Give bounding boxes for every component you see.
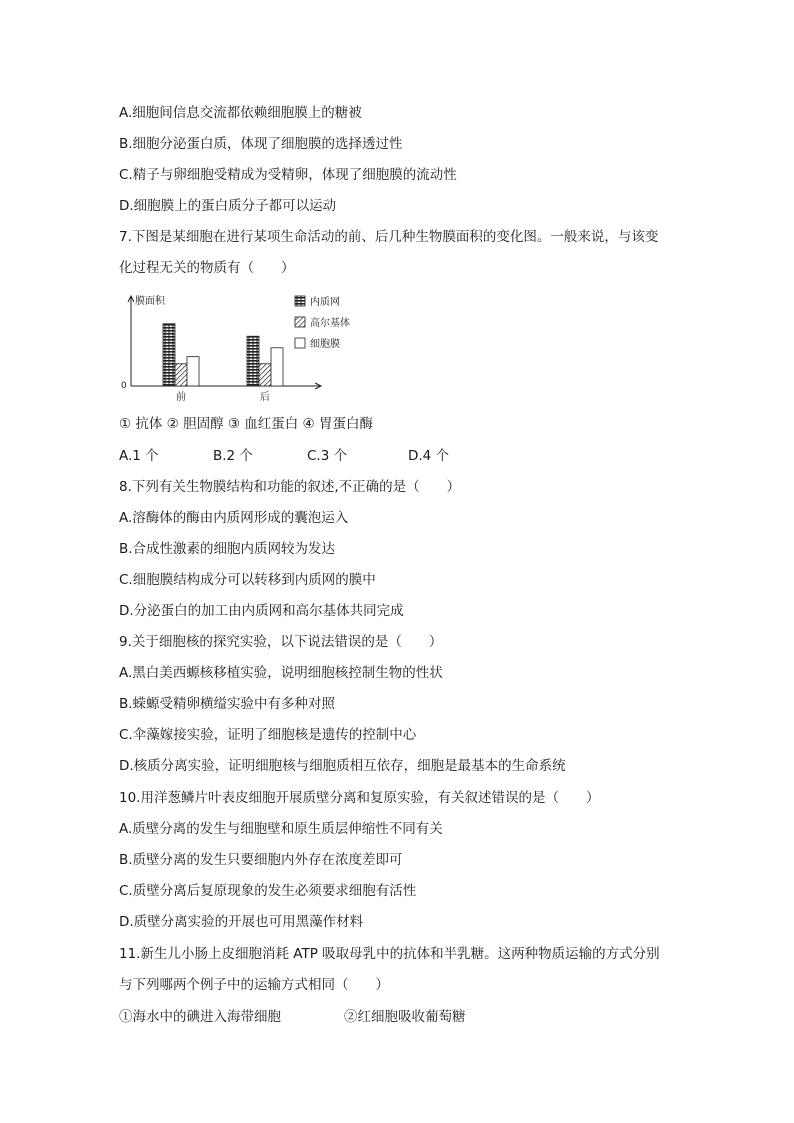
bar-before-2 <box>187 357 199 386</box>
q10-option-b: B.质壁分离的发生只要细胞内外存在浓度差即可 <box>119 852 403 868</box>
q11-example-2: ②红细胞吸收葡萄糖 <box>344 1009 466 1025</box>
origin-label: 0 <box>121 381 127 391</box>
legend-swatch-1 <box>295 317 305 327</box>
q7-stem-line1: 7.下图是某细胞在进行某项生命活动的前、后几种生物膜面积的变化图。一般来说，与该变 <box>119 229 659 245</box>
q11-stem-line1: 11.新生儿小肠上皮细胞消耗 ATP 吸取母乳中的抗体和半乳糖。这两种物质运输的方式分别 <box>119 946 660 962</box>
q8-option-c: C.细胞膜结构成分可以转移到内质网的膜中 <box>119 572 376 588</box>
legend-swatch-2 <box>295 338 305 348</box>
q10-option-d: D.质壁分离实验的开展也可用黑藻作材料 <box>119 914 364 930</box>
x-tick-label-before: 前 <box>176 392 186 403</box>
q9-option-d: D.核质分离实验，证明细胞核与细胞质相互依存，细胞是最基本的生命系统 <box>119 758 566 774</box>
q9-option-c: C.伞藻嫁接实验，证明了细胞核是遗传的控制中心 <box>119 727 417 743</box>
q7-items: ① 抗体 ② 胆固醇 ③ 血红蛋白 ④ 胃蛋白酶 <box>119 416 373 432</box>
q8-option-a: A.溶酶体的酶由内质网形成的囊泡运入 <box>119 510 349 526</box>
q7-option-a: A.1 个 <box>119 448 159 464</box>
q9-option-a: A.黑白美西螈核移植实验，说明细胞核控制生物的性状 <box>119 665 443 681</box>
q10-stem: 10.用洋葱鳞片叶表皮细胞开展质壁分离和复原实验，有关叙述错误的是（ ） <box>119 790 600 806</box>
q9-stem: 9.关于细胞核的探究实验，以下说法错误的是（ ） <box>119 634 443 650</box>
q7-stem-line2: 化过程无关的物质有（ ） <box>119 260 295 276</box>
q8-option-d: D.分泌蛋白的加工由内质网和高尔基体共同完成 <box>119 603 404 619</box>
q11-example-1: ①海水中的碘进入海带细胞 <box>119 1009 281 1025</box>
legend-swatch-0 <box>295 296 305 306</box>
legend-label-2: 细胞膜 <box>310 339 340 350</box>
q6-option-a: A.细胞间信息交流都依赖细胞膜上的糖被 <box>119 105 362 121</box>
q8-stem: 8.下列有关生物膜结构和功能的叙述,不正确的是（ ） <box>119 479 461 495</box>
q7-option-c: C.3 个 <box>307 448 348 464</box>
legend-label-1: 高尔基体 <box>310 318 350 329</box>
bar-after-2 <box>271 348 283 386</box>
bar-before-1 <box>175 364 187 386</box>
x-tick-label-after: 后 <box>260 392 270 403</box>
q6-option-d: D.细胞膜上的蛋白质分子都可以运动 <box>119 198 337 214</box>
q11-stem-line2: 与下列哪两个例子中的运输方式相同（ ） <box>119 977 389 993</box>
membrane-area-chart <box>119 288 379 404</box>
legend-label-0: 内质网 <box>310 297 340 308</box>
bar-after-1 <box>259 364 271 386</box>
q10-option-a: A.质壁分离的发生与细胞壁和原生质层伸缩性不同有关 <box>119 821 443 837</box>
bar-before-0 <box>163 324 175 386</box>
q8-option-b: B.合成性激素的细胞内质网较为发达 <box>119 541 336 557</box>
bar-after-0 <box>247 336 259 386</box>
q7-option-d: D.4 个 <box>408 448 450 464</box>
q7-option-b: B.2 个 <box>213 448 253 464</box>
y-axis-label: 膜面积 <box>135 296 165 307</box>
q9-option-b: B.蝾螈受精卵横缢实验中有多种对照 <box>119 696 336 712</box>
q10-option-c: C.质壁分离后复原现象的发生必须要求细胞有活性 <box>119 883 417 899</box>
q6-option-b: B.细胞分泌蛋白质，体现了细胞膜的选择透过性 <box>119 136 403 152</box>
q6-option-c: C.精子与卵细胞受精成为受精卵，体现了细胞膜的流动性 <box>119 167 457 183</box>
